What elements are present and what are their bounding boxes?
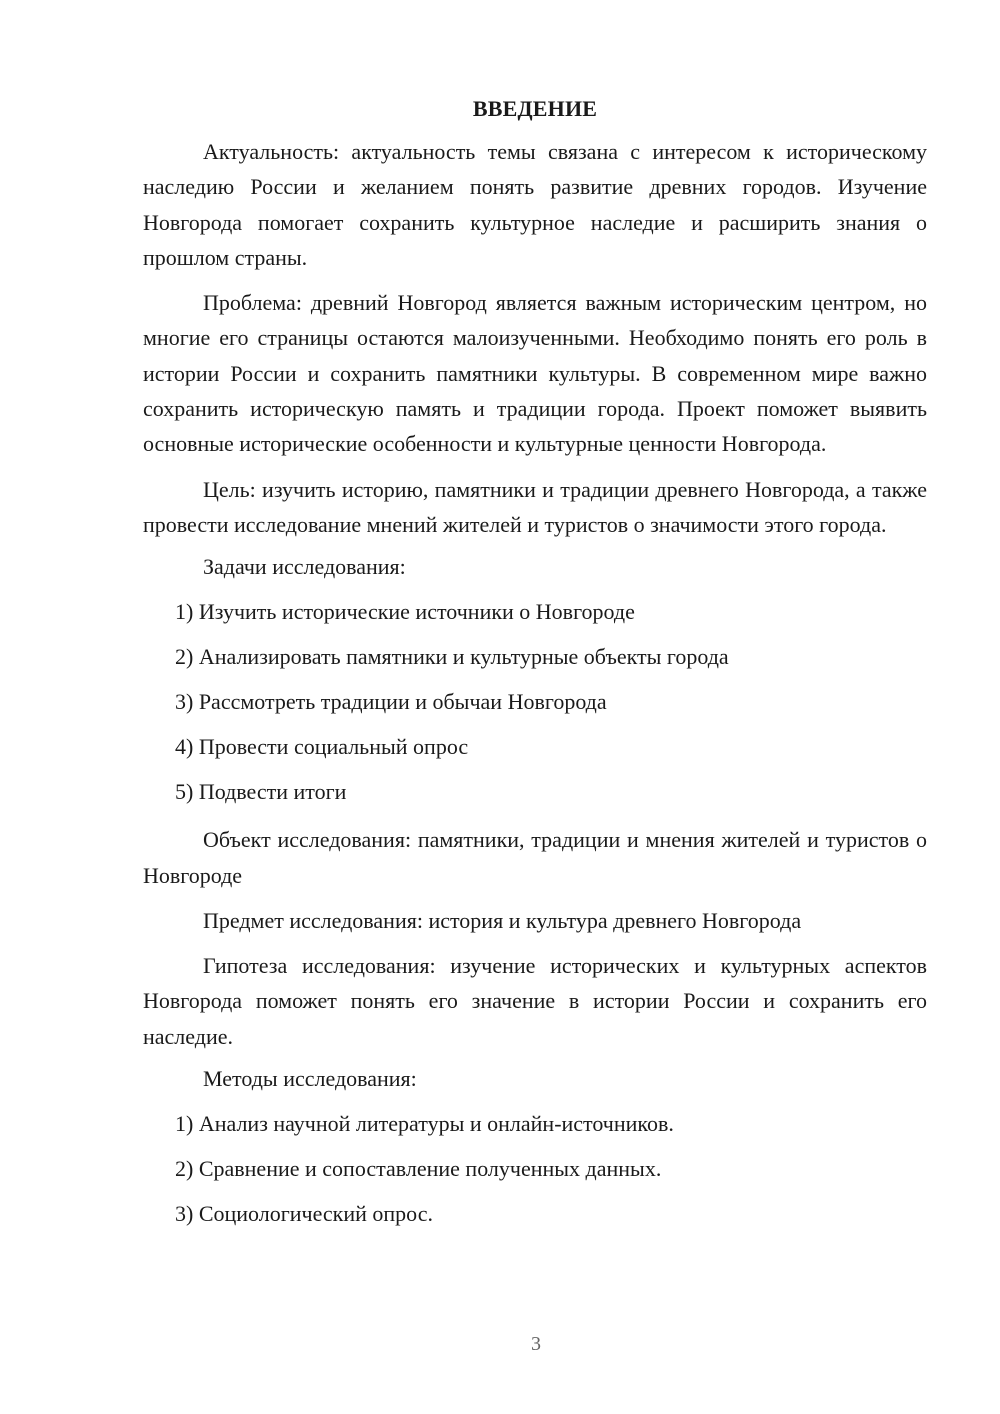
list-item: 3) Социологический опрос. (175, 1201, 433, 1227)
list-item: 2) Анализировать памятники и культурные объекты города (175, 644, 729, 670)
document-page (143, 94, 927, 1244)
page-number: 3 (531, 1333, 541, 1355)
methods-list (143, 1109, 927, 1229)
page-heading: ВВЕДЕНИЕ (472, 96, 598, 121)
list-item: 1) Анализ научной литературы и онлайн-источников. (175, 1111, 674, 1137)
hypothesis-paragraph: Гипотеза исследования: изучение исторических и культурных аспектов Новгорода поможет понять его значение в истории России и сохранить его наследие. (143, 953, 927, 1049)
list-item: 3) Рассмотреть традиции и обычаи Новгорода (175, 689, 607, 715)
subject-paragraph: Предмет исследования: история и культура древнего Новгорода (203, 907, 802, 933)
problem-paragraph: Проблема: древний Новгород является важным историческим центром, но многие его страницы остаются малоизученными. Необходимо понять его роль в истории России и сохранить памятники культуры. В современном мире важно сохранить историческую память и традиции города. Проект поможет выявить основные исторические особенности и культурные ценности Новгорода. (143, 290, 927, 457)
list-item: 4) Провести социальный опрос (175, 734, 469, 760)
goal-paragraph: Цель: изучить историю, памятники и традиции древнего Новгорода, а также провести исследование мнений жителей и туристов о значимости этого города. (143, 476, 927, 537)
list-item: 2) Сравнение и сопоставление полученных данных. (175, 1156, 662, 1182)
methods-title: Методы исследования: (203, 1066, 417, 1092)
object-paragraph: Объект исследования: памятники, традиции и мнения жителей и туристов о Новгороде (143, 827, 927, 888)
relevance-paragraph: Актуальность: актуальность темы связана с интересом к историческому наследию России и желанием понять развитие древних городов. Изучение Новгорода помогает сохранить культурное наследие и расширить знания о прошлом страны. (143, 139, 927, 270)
list-item: 5) Подвести итоги (175, 779, 347, 805)
tasks-list (143, 597, 927, 807)
list-item: 1) Изучить исторические источники о Новгороде (175, 599, 635, 625)
tasks-title: Задачи исследования: (203, 554, 406, 580)
